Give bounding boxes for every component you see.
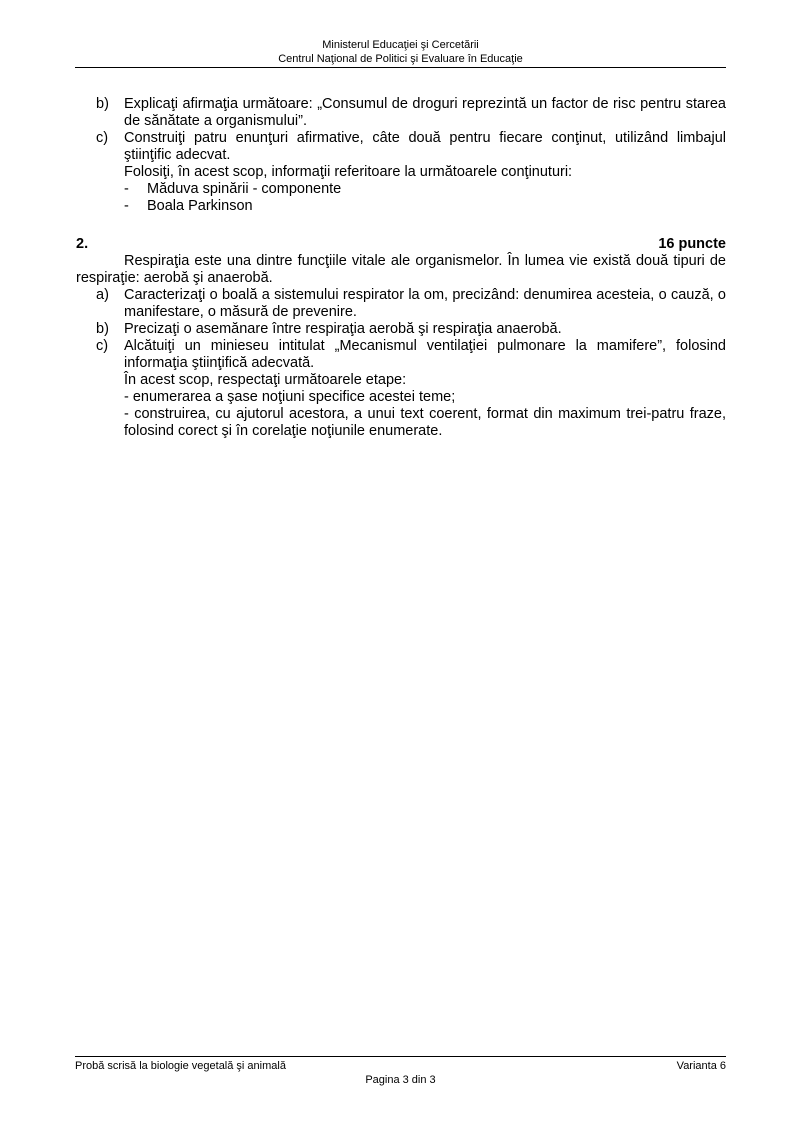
list-item — [124, 198, 726, 215]
item-label: b) — [96, 96, 109, 112]
footer-exam-name: Probă scrisă la biologie vegetală şi animală — [75, 1060, 286, 1072]
list-text: Boala Parkinson — [147, 198, 253, 214]
page-header — [75, 38, 726, 66]
header-center: Centrul Naţional de Politici şi Evaluare în Educaţie — [278, 53, 523, 65]
item-label: c) — [96, 338, 109, 354]
page-number: Pagina 3 din 3 — [365, 1074, 436, 1086]
item-2b — [76, 321, 726, 338]
footer-variant: Varianta 6 — [676, 1060, 726, 1072]
list-item — [124, 181, 726, 198]
item-text: Alcătuiţi un minieseu intitulat „Mecanismul ventilaţiei pulmonare la mamifere”, folosind informaţia ştiinţifică adecvată. — [124, 338, 726, 371]
list-text: Măduva spinării - componente — [147, 181, 342, 197]
subject-number: 2. — [76, 236, 89, 252]
list-dash: - — [124, 198, 129, 214]
list-dash: - — [124, 181, 129, 197]
subject-2-heading — [76, 236, 726, 253]
item-text: Explicaţi afirmaţia următoare: „Consumul de droguri reprezintă un factor de risc pentru starea de sănătate a organismului”. — [124, 96, 726, 129]
item-label: b) — [96, 321, 109, 337]
item-1b — [76, 96, 726, 130]
page-footer — [75, 1059, 726, 1087]
subject-intro: Respiraţia este una dintre funcţiile vitale ale organismelor. În lumea vie există două tipuri de respiraţie: aerobă şi anaerobă. — [76, 253, 726, 286]
steps-intro: În acest scop, respectaţi următoarele etape: — [124, 372, 407, 388]
subject-points: 16 puncte — [658, 236, 726, 252]
header-divider — [75, 67, 726, 68]
item-label: a) — [96, 287, 109, 303]
exam-content — [76, 96, 726, 440]
item-1c — [76, 130, 726, 164]
item-text: Construiţi patru enunţuri afirmative, câte două pentru fiecare conţinut, utilizând limbajul ştiinţific adecvat. — [124, 130, 726, 163]
steps-block — [76, 372, 726, 440]
step-1: - enumerarea a şase noţiuni specifice acestei teme; — [124, 389, 456, 405]
header-ministry: Ministerul Educaţiei şi Cercetării — [322, 39, 479, 51]
item-label: c) — [96, 130, 109, 146]
item-text: Caracterizaţi o boală a sistemului respirator la om, precizând: denumirea acesteia, o cauză, o manifestare, o măsură de prevenire. — [124, 287, 726, 320]
item-2a — [76, 287, 726, 321]
footer-divider — [75, 1056, 726, 1057]
contents-block — [76, 164, 726, 215]
item-2c — [76, 338, 726, 372]
step-2: - construirea, cu ajutorul acestora, a unui text coerent, format din maximum trei-patru fraze, folosind corect şi în corelaţie noţiunile enumerate. — [124, 406, 726, 439]
contents-instruction: Folosiţi, în acest scop, informaţii referitoare la următoarele conţinuturi: — [124, 164, 573, 180]
item-text: Precizaţi o asemănare între respiraţia aerobă şi respiraţia anaerobă. — [124, 321, 562, 337]
